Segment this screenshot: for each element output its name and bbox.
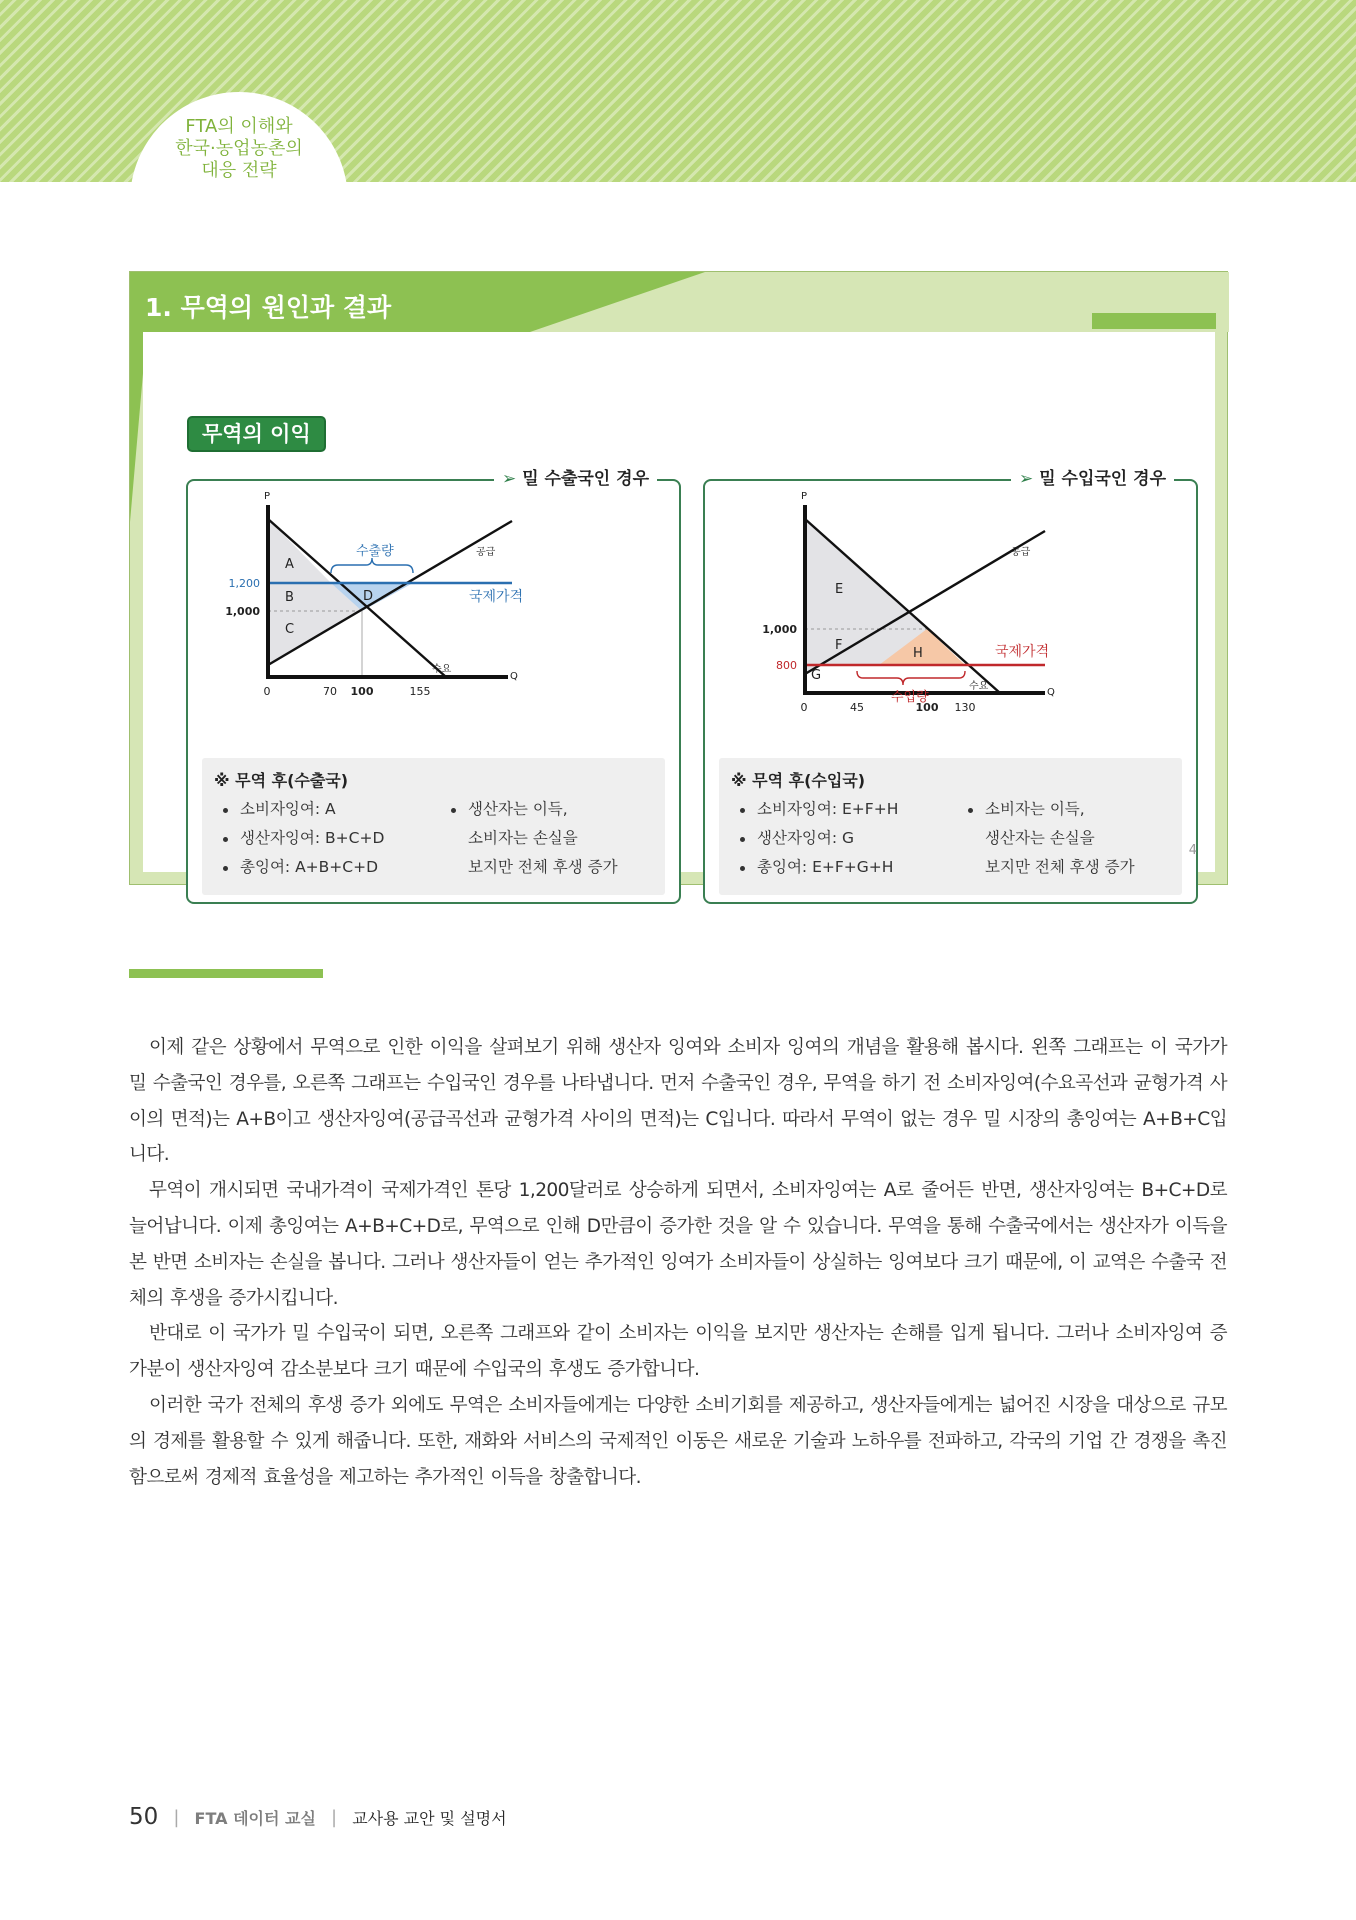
x-tick-100: 100	[915, 701, 939, 714]
section-badge: 무역의 이익	[187, 416, 326, 452]
quantity-label: 수출량	[356, 544, 394, 559]
list-item: 생산자잉여: B+C+D	[214, 824, 384, 853]
body-paragraph: 무역이 개시되면 국내가격이 국제가격인 톤당 1,200달러로 상승하게 되면서, 소비자잉여는 A로 줄어든 반면, 생산자잉여는 B+C+D로 늘어납니다. 이제 총잉여는 A+B+C+D로, 무역으로 인해 D만큼이 증가한 것을 알 수 있습니다. 무역을 통해 수출국에서는 생산자가 이득을 본 반면 소비자는 손실을 봅니다. 그러나 생산자들이 얻는 추가적인 잉여가 소비자들이 상실하는 잉여보다 크기 때문에, 이 교역은 수출국 전체의 후생을 증가시킵니다.	[129, 1180, 1227, 1309]
export-chart	[188, 481, 683, 756]
arrow-right-icon: ➢	[501, 469, 517, 489]
body-text	[129, 1030, 1227, 1495]
q-axis-label: Q	[1047, 687, 1055, 698]
world-price-label: 국제가격	[469, 589, 524, 605]
list-item: 생산자잉여: G	[731, 824, 898, 853]
quantity-label: 수입량	[891, 690, 929, 705]
import-summary-title-text: 무역 후(수입국)	[752, 771, 866, 790]
import-chart	[705, 481, 1200, 756]
area-a-label: A	[285, 557, 294, 572]
area-b-label: B	[285, 590, 294, 605]
import-summary-box	[719, 758, 1182, 895]
q-axis-label: Q	[510, 671, 518, 682]
x-tick-45: 45	[850, 701, 864, 714]
body-paragraph: 이제 같은 상황에서 무역으로 인한 이익을 살펴보기 위해 생산자 잉여와 소비자 잉여의 개념을 활용해 봅시다. 왼쪽 그래프는 이 국가가 밀 수출국인 경우를, 오른쪽 그래프는 수입국인 경우를 나타냅니다. 먼저 수출국인 경우, 무역을 하기 전 소비자잉여(수요곡선과 균형가격 사이의 면적)는 A+B이고 생산자잉여(공급곡선과 균형가격 사이의 면적)는 C입니다. 따라서 무역이 없는 경우 밀 시장의 총잉여는 A+B+C입니다.	[129, 1037, 1227, 1166]
p-axis-label: P	[801, 491, 808, 502]
body-paragraph: 이러한 국가 전체의 후생 증가 외에도 무역은 소비자들에게는 다양한 소비기회를 제공하고, 생산자들에게는 넓어진 시장을 대상으로 규모의 경제를 활용할 수 있게 해줍니다. 또한, 재화와 서비스의 국제적인 이동은 새로운 기술과 노하우를 전파하고, 각국의 기업 간 경쟁을 촉진함으로써 경제적 효율성을 제고하는 추가적인 이득을 창출합니다.	[129, 1394, 1227, 1488]
area-d-label: D	[363, 589, 374, 604]
demand-label: 수요	[432, 664, 452, 675]
export-summary-list	[214, 795, 384, 882]
quantity-brace	[857, 671, 965, 685]
lecture-slide	[129, 271, 1228, 885]
list-item: 총잉여: A+B+C+D	[214, 853, 384, 882]
list-item: 생산자는 이득,	[442, 795, 618, 824]
page-footer	[129, 1804, 507, 1838]
body-paragraph: 반대로 이 국가가 밀 수입국이 되면, 오른쪽 그래프와 같이 소비자는 이익을 보지만 생산자는 손해를 입게 됩니다. 그러나 소비자잉여 증가분이 생산자잉여 감소분보다 크기 때문에 수입국의 후생도 증가합니다.	[129, 1323, 1227, 1381]
import-summary-note	[959, 795, 1135, 882]
export-panel	[186, 469, 681, 904]
reference-mark-icon: ※	[214, 771, 236, 790]
export-summary-box	[202, 758, 665, 895]
chapter-badge-line: 대응 전략	[201, 160, 277, 181]
supply-label: 공급	[1011, 547, 1031, 558]
export-summary-note	[442, 795, 618, 882]
import-panel	[703, 469, 1198, 904]
export-summary-title-text: 무역 후(수출국)	[235, 771, 349, 790]
area-h-label: H	[913, 646, 923, 661]
area-g-label: G	[811, 668, 822, 683]
footer-subtitle: 교사용 교안 및 설명서	[352, 1808, 507, 1828]
page-number: 50	[129, 1804, 159, 1830]
x-tick-130: 130	[954, 701, 976, 714]
export-panel-title-text: 밀 수출국인 경우	[522, 469, 649, 489]
x-tick-155: 155	[409, 685, 431, 698]
area-f-label: F	[835, 638, 843, 653]
import-panel-title-text: 밀 수입국인 경우	[1039, 469, 1166, 489]
import-summary-list	[731, 795, 898, 882]
slide-accent-bar	[1092, 313, 1216, 329]
footer-separator: |	[331, 1806, 338, 1828]
area-e-label: E	[835, 582, 844, 597]
slide-title: 1. 무역의 원인과 결과	[145, 293, 392, 322]
x-tick-0: 0	[800, 701, 808, 714]
reference-mark-icon: ※	[731, 771, 753, 790]
footer-separator: |	[173, 1806, 180, 1828]
export-summary-title	[214, 768, 348, 791]
list-item: 소비자잉여: E+F+H	[731, 795, 898, 824]
x-tick-0: 0	[263, 685, 271, 698]
list-item-continued: 생산자는 손실을	[985, 829, 1095, 847]
y-tick-800: 800	[776, 659, 797, 672]
p-axis-label: P	[264, 491, 271, 502]
chapter-badge-line: FTA의 이해와	[185, 116, 293, 137]
import-summary-title	[731, 768, 865, 791]
arrow-right-icon: ➢	[1018, 469, 1034, 489]
list-item: 총잉여: E+F+G+H	[731, 853, 898, 882]
section-divider	[129, 969, 323, 978]
world-price-label: 국제가격	[995, 644, 1050, 660]
demand-label: 수요	[969, 681, 989, 692]
list-item-continued: 소비자는 손실을	[468, 829, 578, 847]
list-item-continued: 보지만 전체 후생 증가	[985, 858, 1135, 876]
x-tick-70: 70	[323, 685, 337, 698]
list-item: 소비자는 이득,	[959, 795, 1135, 824]
y-tick-1200: 1,200	[228, 577, 260, 590]
footer-series-title: FTA 데이터 교실	[194, 1808, 316, 1828]
x-tick-100: 100	[350, 685, 374, 698]
slide-page-number: 4	[1188, 843, 1197, 858]
y-tick-1000: 1,000	[762, 623, 797, 636]
quantity-brace	[331, 558, 413, 573]
slide-side-triangle	[130, 332, 144, 522]
slide-content-area	[143, 332, 1215, 876]
chapter-badge-line: 한국·농업농촌의	[175, 138, 303, 159]
list-item: 소비자잉여: A	[214, 795, 384, 824]
list-item-continued: 보지만 전체 후생 증가	[468, 858, 618, 876]
chapter-badge-text	[130, 116, 348, 182]
y-tick-1000: 1,000	[225, 605, 260, 618]
area-c-label: C	[285, 622, 295, 637]
supply-label: 공급	[476, 547, 496, 558]
